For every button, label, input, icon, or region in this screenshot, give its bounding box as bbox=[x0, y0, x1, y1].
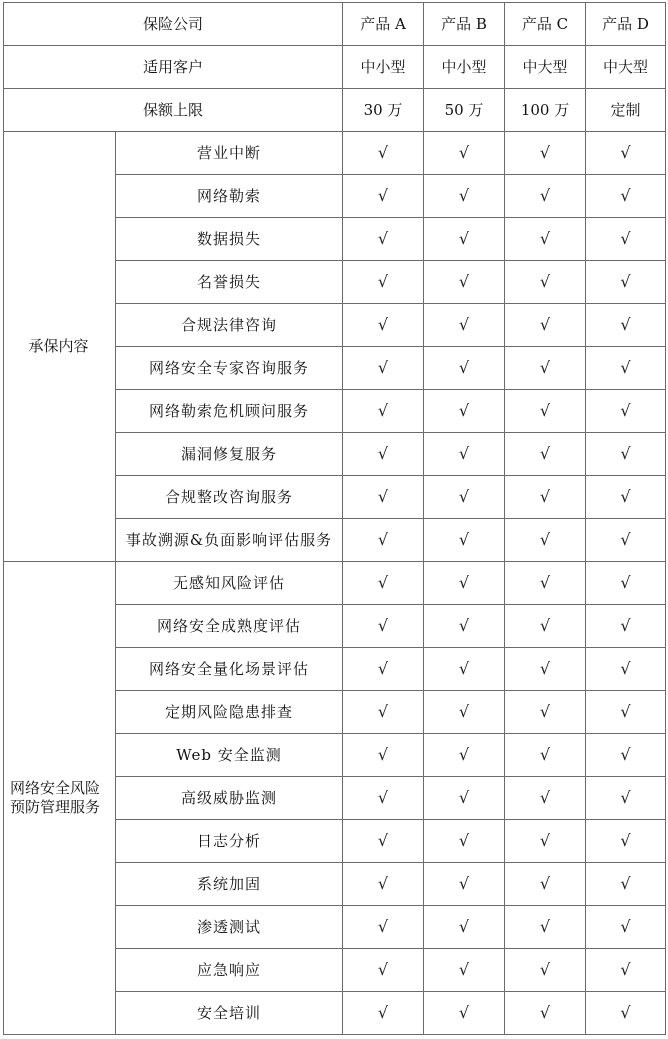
coverage-cell bbox=[343, 175, 424, 218]
check-mark-icon: √ bbox=[539, 1003, 551, 1022]
coverage-cell bbox=[343, 476, 424, 519]
coverage-cell bbox=[424, 562, 505, 605]
feature-label: 安全培训 bbox=[116, 992, 343, 1035]
coverage-cell bbox=[505, 261, 586, 304]
coverage-cell bbox=[343, 218, 424, 261]
check-mark-icon: √ bbox=[620, 573, 631, 592]
coverage-cell bbox=[424, 863, 505, 906]
coverage-cell bbox=[343, 734, 424, 777]
feature-row bbox=[4, 562, 666, 605]
coverage-cell bbox=[424, 390, 505, 433]
coverage-cell bbox=[505, 992, 586, 1035]
coverage-cell bbox=[424, 433, 505, 476]
coverage-cell bbox=[586, 519, 666, 562]
check-mark-icon: √ bbox=[620, 229, 631, 248]
coverage-cell bbox=[343, 863, 424, 906]
check-mark-icon: √ bbox=[539, 874, 551, 893]
limit-value-d: 定制 bbox=[586, 89, 666, 132]
coverage-cell bbox=[586, 562, 666, 605]
check-mark-icon: √ bbox=[458, 358, 470, 377]
coverage-cell bbox=[424, 906, 505, 949]
check-mark-icon: √ bbox=[539, 401, 551, 420]
coverage-cell bbox=[505, 777, 586, 820]
coverage-cell bbox=[586, 433, 666, 476]
check-mark-icon: √ bbox=[620, 831, 631, 850]
coverage-cell bbox=[586, 820, 666, 863]
coverage-cell bbox=[505, 648, 586, 691]
limit-value-c: 100 万 bbox=[505, 89, 586, 132]
check-mark-icon: √ bbox=[458, 745, 470, 764]
check-mark-icon: √ bbox=[620, 487, 631, 506]
check-mark-icon: √ bbox=[620, 702, 631, 721]
feature-label: 渗透测试 bbox=[116, 906, 343, 949]
check-mark-icon: √ bbox=[458, 702, 470, 721]
coverage-cell bbox=[586, 691, 666, 734]
check-mark-icon: √ bbox=[377, 874, 389, 893]
coverage-cell bbox=[586, 777, 666, 820]
limit-label: 保额上限 bbox=[4, 89, 343, 132]
coverage-cell bbox=[505, 476, 586, 519]
check-mark-icon: √ bbox=[539, 745, 551, 764]
coverage-cell bbox=[424, 605, 505, 648]
coverage-cell bbox=[343, 906, 424, 949]
check-mark-icon: √ bbox=[620, 788, 631, 807]
check-mark-icon: √ bbox=[458, 401, 470, 420]
check-mark-icon: √ bbox=[620, 186, 631, 205]
check-mark-icon: √ bbox=[458, 272, 470, 291]
feature-label: 日志分析 bbox=[116, 820, 343, 863]
coverage-cell bbox=[505, 562, 586, 605]
insurance-comparison-table bbox=[3, 2, 666, 1035]
check-mark-icon: √ bbox=[620, 143, 631, 162]
check-mark-icon: √ bbox=[458, 917, 470, 936]
product-d-header: 产品 D bbox=[586, 3, 666, 46]
coverage-cell bbox=[343, 132, 424, 175]
coverage-cell bbox=[343, 648, 424, 691]
coverage-cell bbox=[586, 132, 666, 175]
coverage-cell bbox=[586, 476, 666, 519]
coverage-cell bbox=[505, 433, 586, 476]
coverage-cell bbox=[424, 648, 505, 691]
coverage-cell bbox=[586, 992, 666, 1035]
check-mark-icon: √ bbox=[377, 745, 389, 764]
check-mark-icon: √ bbox=[539, 487, 551, 506]
coverage-cell bbox=[343, 261, 424, 304]
check-mark-icon: √ bbox=[620, 616, 631, 635]
check-mark-icon: √ bbox=[458, 960, 470, 979]
check-mark-icon: √ bbox=[539, 788, 551, 807]
coverage-cell bbox=[424, 476, 505, 519]
check-mark-icon: √ bbox=[458, 315, 470, 334]
check-mark-icon: √ bbox=[377, 702, 389, 721]
client-value-d: 中大型 bbox=[586, 46, 666, 89]
check-mark-icon: √ bbox=[620, 530, 631, 549]
check-mark-icon: √ bbox=[458, 487, 470, 506]
feature-label: 网络安全专家咨询服务 bbox=[116, 347, 343, 390]
check-mark-icon: √ bbox=[539, 573, 551, 592]
check-mark-icon: √ bbox=[539, 702, 551, 721]
coverage-cell bbox=[505, 390, 586, 433]
check-mark-icon: √ bbox=[458, 573, 470, 592]
feature-label: 合规整改咨询服务 bbox=[116, 476, 343, 519]
check-mark-icon: √ bbox=[620, 272, 631, 291]
check-mark-icon: √ bbox=[539, 960, 551, 979]
check-mark-icon: √ bbox=[458, 831, 470, 850]
check-mark-icon: √ bbox=[377, 186, 389, 205]
coverage-cell bbox=[424, 261, 505, 304]
check-mark-icon: √ bbox=[377, 831, 389, 850]
check-mark-icon: √ bbox=[458, 444, 470, 463]
check-mark-icon: √ bbox=[458, 659, 470, 678]
coverage-cell bbox=[586, 390, 666, 433]
product-a-header: 产品 A bbox=[343, 3, 424, 46]
coverage-cell bbox=[505, 304, 586, 347]
check-mark-icon: √ bbox=[377, 659, 389, 678]
check-mark-icon: √ bbox=[539, 831, 551, 850]
check-mark-icon: √ bbox=[377, 960, 389, 979]
feature-label: 系统加固 bbox=[116, 863, 343, 906]
coverage-cell bbox=[343, 820, 424, 863]
check-mark-icon: √ bbox=[377, 358, 389, 377]
coverage-cell bbox=[424, 218, 505, 261]
check-mark-icon: √ bbox=[539, 659, 551, 678]
group-label: 承保内容 bbox=[4, 132, 116, 562]
coverage-cell bbox=[424, 175, 505, 218]
coverage-cell bbox=[343, 691, 424, 734]
coverage-cell bbox=[505, 132, 586, 175]
feature-label: 名誉损失 bbox=[116, 261, 343, 304]
coverage-cell bbox=[586, 648, 666, 691]
check-mark-icon: √ bbox=[620, 358, 631, 377]
check-mark-icon: √ bbox=[458, 616, 470, 635]
coverage-cell bbox=[586, 304, 666, 347]
coverage-cell bbox=[505, 175, 586, 218]
coverage-cell bbox=[505, 906, 586, 949]
check-mark-icon: √ bbox=[458, 1003, 470, 1022]
limit-value-a: 30 万 bbox=[343, 89, 424, 132]
coverage-cell bbox=[424, 734, 505, 777]
feature-label: 网络安全量化场景评估 bbox=[116, 648, 343, 691]
feature-label: 定期风险隐患排查 bbox=[116, 691, 343, 734]
coverage-cell bbox=[424, 132, 505, 175]
feature-label: 合规法律咨询 bbox=[116, 304, 343, 347]
check-mark-icon: √ bbox=[620, 874, 631, 893]
check-mark-icon: √ bbox=[620, 315, 631, 334]
check-mark-icon: √ bbox=[377, 444, 389, 463]
check-mark-icon: √ bbox=[377, 401, 389, 420]
coverage-cell bbox=[586, 347, 666, 390]
check-mark-icon: √ bbox=[377, 530, 389, 549]
check-mark-icon: √ bbox=[377, 616, 389, 635]
check-mark-icon: √ bbox=[539, 616, 551, 635]
check-mark-icon: √ bbox=[620, 1003, 631, 1022]
check-mark-icon: √ bbox=[458, 186, 470, 205]
check-mark-icon: √ bbox=[539, 143, 551, 162]
check-mark-icon: √ bbox=[377, 272, 389, 291]
coverage-cell bbox=[586, 261, 666, 304]
check-mark-icon: √ bbox=[620, 960, 631, 979]
check-mark-icon: √ bbox=[620, 745, 631, 764]
client-row bbox=[4, 46, 666, 89]
feature-label: 无感知风险评估 bbox=[116, 562, 343, 605]
check-mark-icon: √ bbox=[458, 143, 470, 162]
feature-label: 网络勒索危机顾问服务 bbox=[116, 390, 343, 433]
check-mark-icon: √ bbox=[539, 272, 551, 291]
check-mark-icon: √ bbox=[539, 917, 551, 936]
coverage-cell bbox=[505, 734, 586, 777]
check-mark-icon: √ bbox=[539, 358, 551, 377]
coverage-cell bbox=[343, 777, 424, 820]
check-mark-icon: √ bbox=[620, 401, 631, 420]
limit-value-b: 50 万 bbox=[424, 89, 505, 132]
coverage-cell bbox=[586, 863, 666, 906]
check-mark-icon: √ bbox=[539, 229, 551, 248]
feature-row bbox=[4, 132, 666, 175]
coverage-cell bbox=[424, 304, 505, 347]
group-label: 网络安全风险预防管理服务 bbox=[4, 562, 116, 1035]
coverage-cell bbox=[424, 691, 505, 734]
coverage-cell bbox=[505, 218, 586, 261]
header-row bbox=[4, 3, 666, 46]
check-mark-icon: √ bbox=[620, 659, 631, 678]
product-b-header: 产品 B bbox=[424, 3, 505, 46]
check-mark-icon: √ bbox=[539, 315, 551, 334]
coverage-cell bbox=[343, 605, 424, 648]
feature-label: 应急响应 bbox=[116, 949, 343, 992]
check-mark-icon: √ bbox=[377, 917, 389, 936]
check-mark-icon: √ bbox=[377, 315, 389, 334]
coverage-cell bbox=[343, 347, 424, 390]
check-mark-icon: √ bbox=[377, 143, 389, 162]
feature-label: 网络勒索 bbox=[116, 175, 343, 218]
coverage-cell bbox=[586, 175, 666, 218]
coverage-cell bbox=[343, 992, 424, 1035]
coverage-cell bbox=[343, 433, 424, 476]
coverage-cell bbox=[424, 347, 505, 390]
coverage-cell bbox=[505, 691, 586, 734]
coverage-cell bbox=[586, 734, 666, 777]
coverage-cell bbox=[424, 519, 505, 562]
coverage-cell bbox=[343, 562, 424, 605]
feature-label: 高级威胁监测 bbox=[116, 777, 343, 820]
client-value-a: 中小型 bbox=[343, 46, 424, 89]
coverage-cell bbox=[424, 992, 505, 1035]
coverage-cell bbox=[343, 949, 424, 992]
coverage-cell bbox=[505, 519, 586, 562]
check-mark-icon: √ bbox=[377, 487, 389, 506]
client-value-b: 中小型 bbox=[424, 46, 505, 89]
coverage-cell bbox=[343, 304, 424, 347]
check-mark-icon: √ bbox=[539, 530, 551, 549]
coverage-cell bbox=[586, 605, 666, 648]
limit-row bbox=[4, 89, 666, 132]
coverage-cell bbox=[586, 906, 666, 949]
coverage-cell bbox=[424, 777, 505, 820]
check-mark-icon: √ bbox=[377, 229, 389, 248]
check-mark-icon: √ bbox=[620, 444, 631, 463]
coverage-cell bbox=[505, 863, 586, 906]
coverage-cell bbox=[586, 949, 666, 992]
feature-label: 事故溯源&负面影响评估服务 bbox=[116, 519, 343, 562]
check-mark-icon: √ bbox=[539, 444, 551, 463]
coverage-cell bbox=[424, 820, 505, 863]
coverage-cell bbox=[505, 949, 586, 992]
company-header-cell: 保险公司 bbox=[4, 3, 343, 46]
feature-label: Web 安全监测 bbox=[116, 734, 343, 777]
check-mark-icon: √ bbox=[458, 530, 470, 549]
check-mark-icon: √ bbox=[458, 788, 470, 807]
coverage-cell bbox=[505, 605, 586, 648]
check-mark-icon: √ bbox=[539, 186, 551, 205]
check-mark-icon: √ bbox=[377, 1003, 389, 1022]
coverage-cell bbox=[343, 390, 424, 433]
product-c-header: 产品 C bbox=[505, 3, 586, 46]
check-mark-icon: √ bbox=[620, 917, 631, 936]
client-value-c: 中大型 bbox=[505, 46, 586, 89]
check-mark-icon: √ bbox=[458, 874, 470, 893]
coverage-cell bbox=[424, 949, 505, 992]
feature-label: 网络安全成熟度评估 bbox=[116, 605, 343, 648]
coverage-cell bbox=[586, 218, 666, 261]
client-label: 适用客户 bbox=[4, 46, 343, 89]
coverage-cell bbox=[505, 347, 586, 390]
check-mark-icon: √ bbox=[377, 788, 389, 807]
check-mark-icon: √ bbox=[377, 573, 389, 592]
check-mark-icon: √ bbox=[458, 229, 470, 248]
feature-label: 漏洞修复服务 bbox=[116, 433, 343, 476]
feature-label: 营业中断 bbox=[116, 132, 343, 175]
feature-label: 数据损失 bbox=[116, 218, 343, 261]
coverage-cell bbox=[343, 519, 424, 562]
coverage-cell bbox=[505, 820, 586, 863]
